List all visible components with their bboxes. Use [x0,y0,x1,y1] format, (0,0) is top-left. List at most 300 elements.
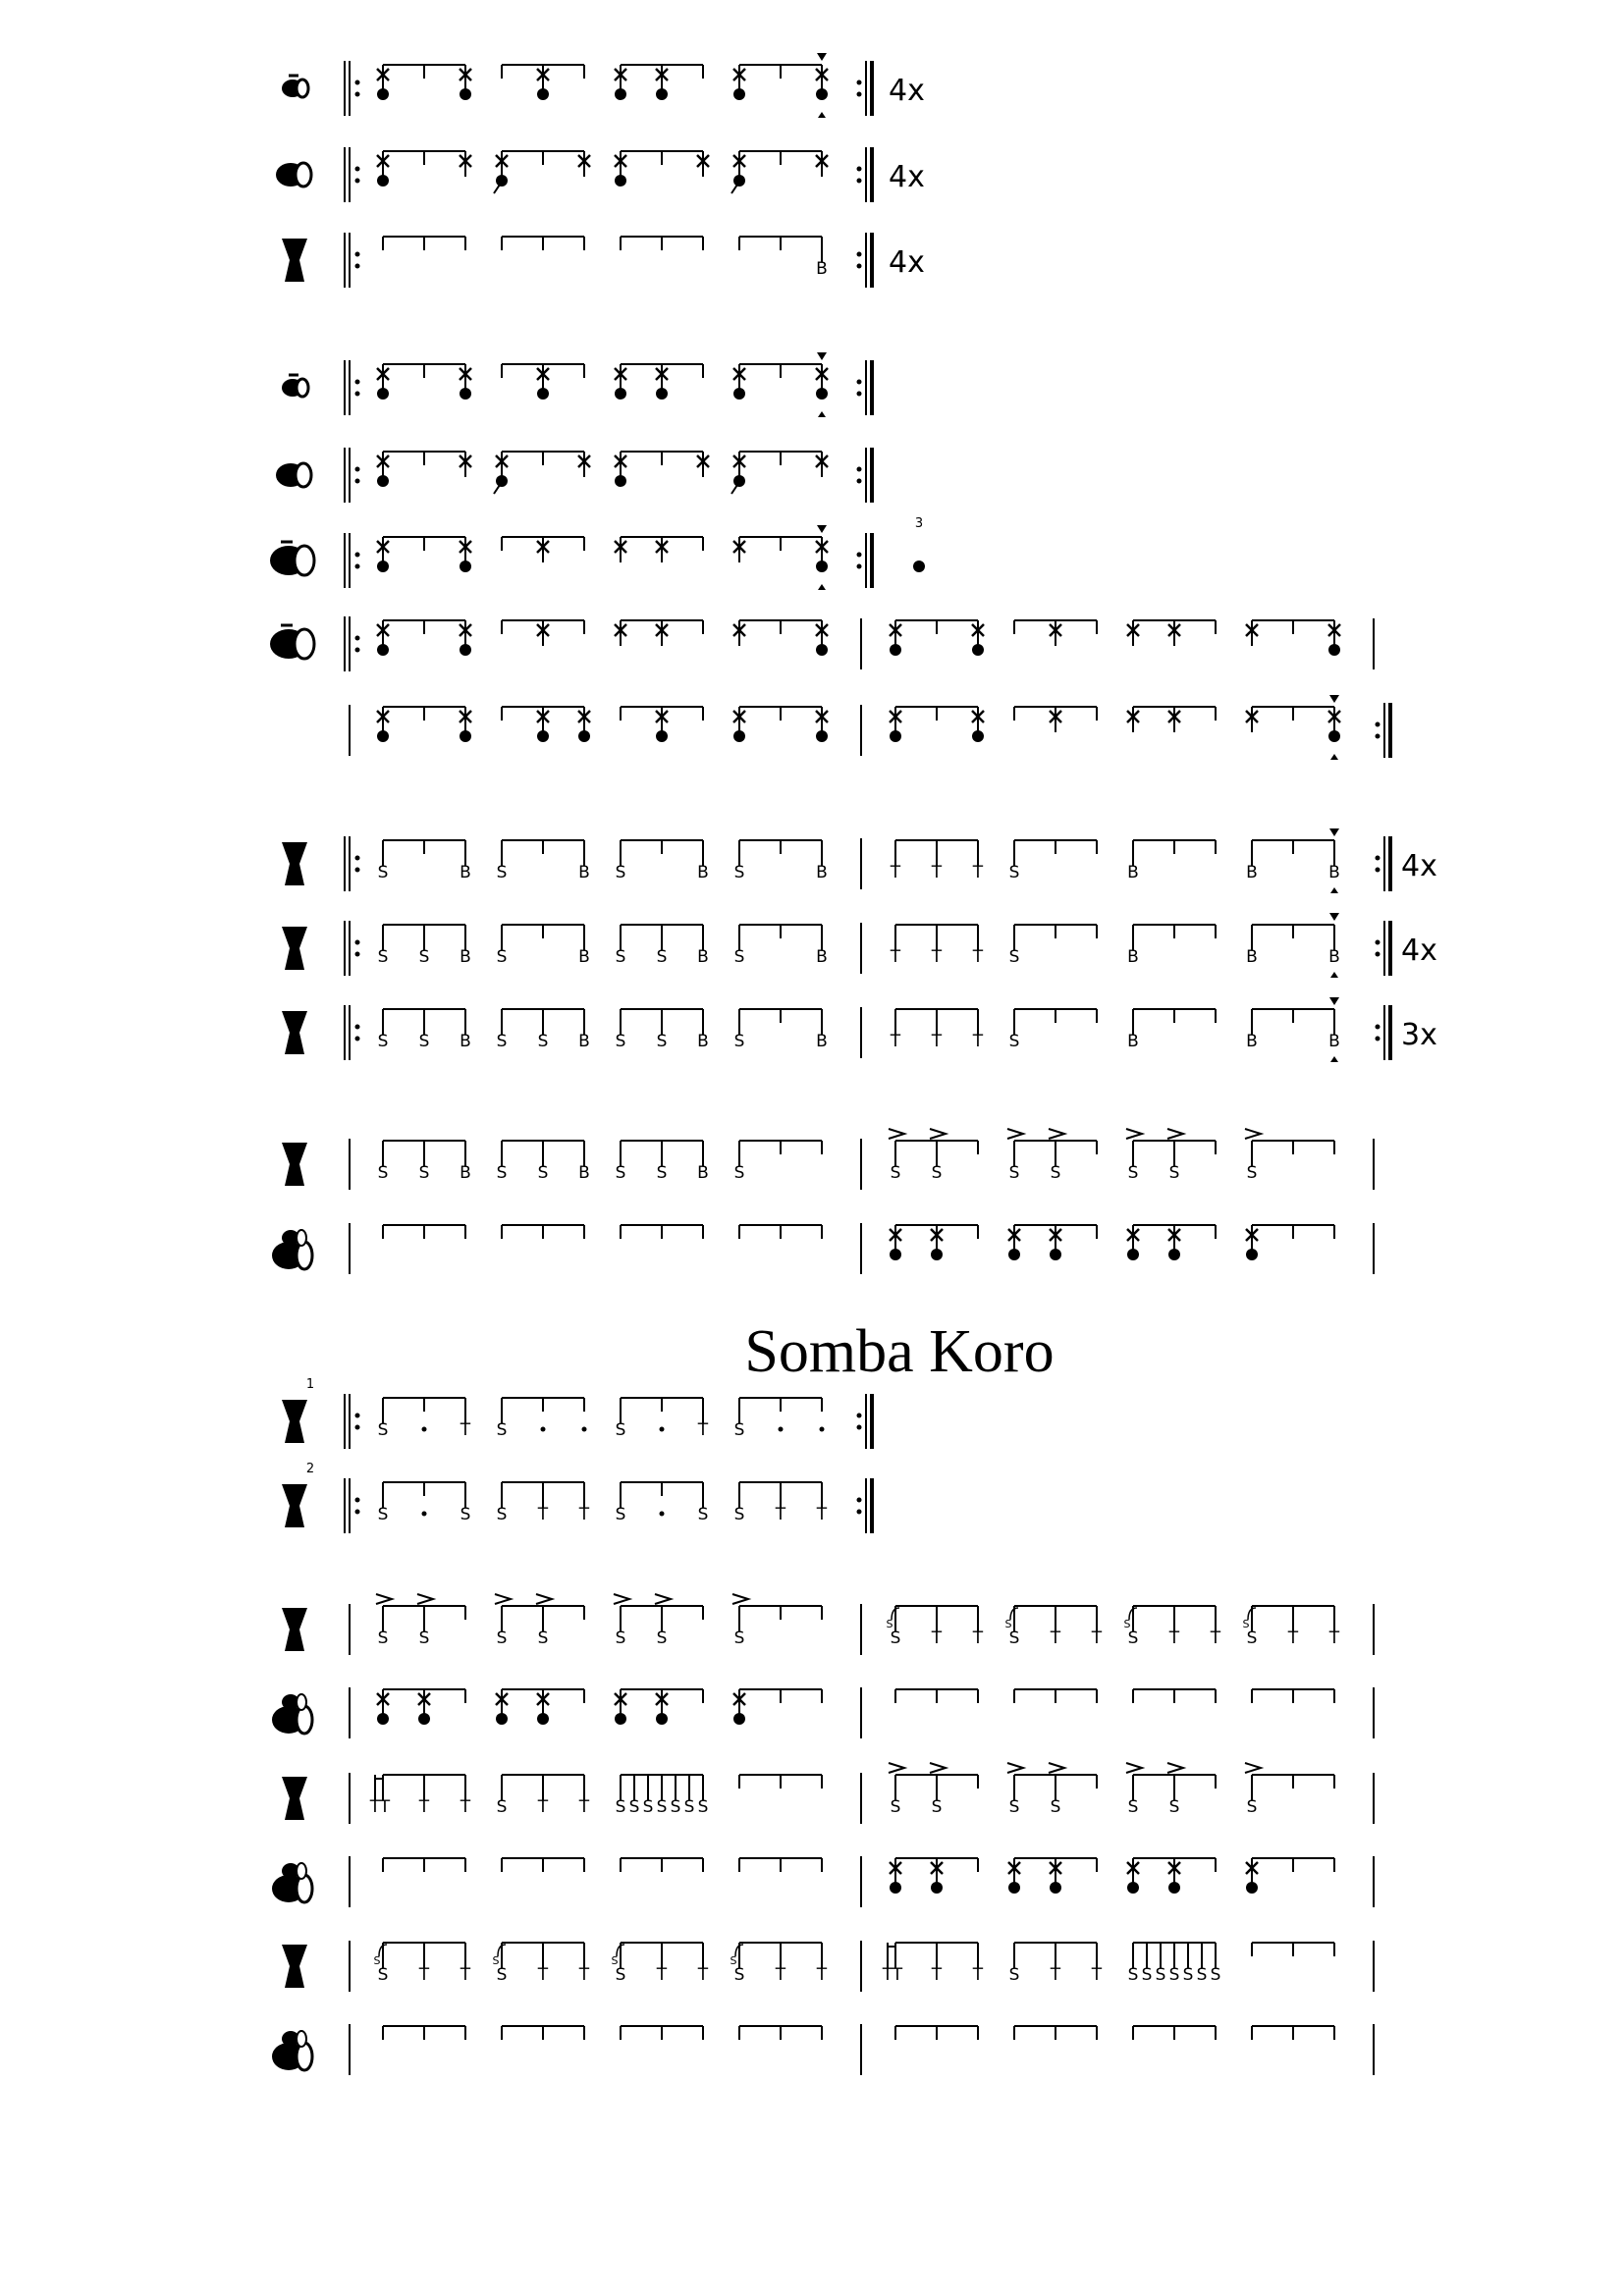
bell-dot [377,475,389,487]
repeat-dot [355,392,360,397]
slap-stroke-label: S [1008,1797,1020,1817]
slap-stroke-label: S [418,947,430,967]
slap-stroke-label: S [890,1629,901,1648]
bass-stroke-label: B [1246,863,1258,882]
djembe-icon [282,1484,307,1527]
bell-dot [377,175,389,187]
bell-dot [377,561,389,572]
accent-mark [930,1129,946,1139]
repeat-dot [355,252,360,257]
tone-stroke-label: T [578,1965,590,1985]
tone-stroke-label: T [931,1965,943,1985]
slap-stroke-label: S [377,1420,389,1440]
repeat-dot [355,564,360,569]
tone-stroke-label: T [775,1505,786,1524]
slap-stroke-label: S [496,1797,508,1817]
bell-dot [890,644,901,656]
tone-stroke-label: T [972,1629,984,1648]
slap-stroke-label: S [496,1420,508,1440]
slap-stroke-label: S [1246,1797,1258,1817]
bass-hook [731,485,737,494]
bass-stroke-label: B [578,1163,590,1183]
repeat-dot [355,80,360,85]
slap-stroke-label: S [496,1629,508,1648]
slap-stroke-label: S [642,1797,654,1817]
rest-dot [820,1427,825,1432]
bell-dot [816,561,828,572]
bell-dot [1008,1249,1020,1260]
flam-marker [818,112,826,118]
grace-slap-label: S [611,1954,619,1967]
tone-stroke-label: T [931,947,943,967]
bell-dot [496,1713,508,1725]
accent-mark [1245,1763,1261,1773]
slap-stroke-label: S [1127,1965,1139,1985]
slap-stroke-label: S [1168,1965,1180,1985]
bell-dot [1008,1882,1020,1894]
bass-stroke-label: B [1328,1032,1340,1051]
slap-stroke-label: S [1127,1797,1139,1817]
accent-mark [1007,1129,1023,1139]
flam-marker [1330,887,1338,893]
bell-dot [816,644,828,656]
repeat-dot [355,856,360,861]
slap-stroke-label: S [1210,1965,1221,1985]
bell-dot [733,475,745,487]
instrument-13 [282,1400,307,1443]
instrument-15 [282,1608,307,1651]
bass-stroke-label: B [697,1163,709,1183]
tone-stroke-label: T [1168,1629,1180,1648]
slap-stroke-label: S [615,1505,626,1524]
tone-stroke-label: T [931,1032,943,1051]
tone-stroke-label: T [418,1797,430,1817]
slap-stroke-label: S [460,1505,471,1524]
tone-stroke-label: T [972,1032,984,1051]
tone-stroke-label: T [890,947,901,967]
tone-stroke-label: T [816,1965,828,1985]
slap-stroke-label: S [656,1163,668,1183]
instrument-16 [272,1694,312,1734]
tone-stroke-label: T [460,1420,471,1440]
drum-head [297,1863,306,1879]
slap-stroke-label: S [656,1032,668,1051]
bell-dot [890,1882,901,1894]
bell-dot [733,730,745,742]
bass-stroke-label: B [1328,947,1340,967]
slap-stroke-label: S [656,1629,668,1648]
repeat-dot [857,1510,862,1515]
page-title: Somba Koro [744,1318,1055,1385]
tone-stroke-label: T [816,1505,828,1524]
tone-stroke-label: T [460,1797,471,1817]
bass-stroke-label: B [460,1032,471,1051]
repeat-dot [857,467,862,472]
slap-stroke-label: S [615,1420,626,1440]
repeat-dot [1376,1037,1380,1041]
tone-stroke-label: T [656,1965,668,1985]
repeat-dot [857,252,862,257]
accent-mark [930,1763,946,1773]
tone-stroke-label: T [578,1797,590,1817]
tone-stroke-label: T [890,1032,901,1051]
triplet-number: 3 [914,516,924,531]
repeat-dot [355,636,360,641]
bass-stroke-label: B [578,863,590,882]
instrument-5 [270,542,314,575]
accent-mark [495,1594,511,1604]
bass-stroke-label: B [697,1032,709,1051]
drum-head [297,1875,312,1902]
slap-stroke-label: S [733,1965,745,1985]
bass-hook [494,185,500,193]
repeat-dot [857,1498,862,1503]
bass-stroke-label: B [1127,1032,1139,1051]
bell-dot [1246,1882,1258,1894]
grace-slap-label: S [492,1954,500,1967]
flam-marker [1329,997,1339,1005]
rest-dot [422,1512,427,1517]
repeat-dot [857,1425,862,1430]
djembe-icon [282,1945,307,1988]
bass-stroke-label: B [816,1032,828,1051]
tone-stroke-label: T [882,1965,893,1985]
slap-stroke-label: S [615,1163,626,1183]
bass-stroke-label: B [578,947,590,967]
rest-dot [779,1427,784,1432]
tone-stroke-label: T [931,863,943,882]
djembe-icon [282,1011,307,1054]
accent-mark [1126,1129,1142,1139]
bell-dot [1050,1249,1061,1260]
bass-stroke-label: B [816,947,828,967]
variation-number: 2 [305,1462,315,1476]
accent-mark [1049,1763,1064,1773]
repeat-dot [857,553,862,558]
slap-stroke-label: S [537,1163,549,1183]
flam-marker [817,525,827,533]
slap-stroke-label: S [931,1797,943,1817]
bell-dot [377,644,389,656]
repeat-dot [355,179,360,184]
grace-slap-label: S [1242,1618,1250,1630]
instrument-9 [282,927,307,970]
slap-stroke-label: S [377,1163,389,1183]
slap-stroke-label: S [1008,863,1020,882]
bell-dot [890,730,901,742]
bell-dot [816,730,828,742]
instrument-17 [282,1777,307,1820]
instrument-0 [282,76,308,97]
bell-dot [1127,1249,1139,1260]
slap-stroke-label: S [377,947,389,967]
grace-slap-label: S [1123,1618,1131,1630]
tone-stroke-label: T [1050,1965,1061,1985]
slap-stroke-label: S [1050,1797,1061,1817]
slap-stroke-label: S [1196,1965,1208,1985]
bell-dot [1328,644,1340,656]
rest-dot [422,1427,427,1432]
rest-dot [660,1427,665,1432]
grace-slap-label: S [886,1618,893,1630]
drum-head [296,463,311,487]
slap-stroke-label: S [628,1797,640,1817]
bell-dot [460,561,471,572]
repeat-count-label: 4x [889,245,925,280]
repeat-dot [355,952,360,957]
djembe-icon [282,927,307,970]
slap-stroke-label: S [733,863,745,882]
bell-dot [972,730,984,742]
tone-stroke-label: T [379,1797,391,1817]
flam-marker [817,53,827,61]
slap-stroke-label: S [377,863,389,882]
repeat-dot [1376,868,1380,873]
variation-number: 1 [305,1377,315,1392]
slap-stroke-label: S [615,1629,626,1648]
slap-stroke-label: S [496,1163,508,1183]
pickup-dot [913,561,925,572]
bass-stroke-label: B [816,259,828,279]
bell-dot [1246,1249,1258,1260]
bell-dot [460,88,471,100]
bass-stroke-label: B [578,1032,590,1051]
repeat-dot [1376,722,1380,727]
slap-stroke-label: S [1008,947,1020,967]
instrument-18 [272,1863,312,1902]
slap-stroke-label: S [733,947,745,967]
slap-stroke-label: S [496,1032,508,1051]
slap-stroke-label: S [377,1965,389,1985]
accent-mark [1049,1129,1064,1139]
slap-stroke-label: S [496,1965,508,1985]
slap-stroke-label: S [890,1163,901,1183]
tone-stroke-label: T [1091,1629,1103,1648]
bell-dot [537,388,549,400]
bell-dot [537,88,549,100]
repeat-dot [857,167,862,172]
slap-stroke-label: S [615,1797,626,1817]
instrument-6 [270,625,314,659]
bell-dot [656,730,668,742]
drum-head [297,80,308,97]
repeat-count-label: 4x [889,74,925,108]
repeat-dot [857,264,862,269]
repeat-dot [355,868,360,873]
djembe-icon [282,842,307,885]
bell-dot [1127,1882,1139,1894]
slap-stroke-label: S [1127,1163,1139,1183]
bass-stroke-label: B [460,863,471,882]
accent-mark [732,1594,748,1604]
repeat-dot [355,1414,360,1418]
bass-stroke-label: B [1246,1032,1258,1051]
tone-stroke-label: T [369,1797,381,1817]
drum-head [297,1706,312,1734]
slap-stroke-label: S [496,863,508,882]
tone-stroke-label: T [1328,1629,1340,1648]
accent-mark [1126,1763,1142,1773]
bass-hook [731,185,737,193]
accent-mark [1007,1763,1023,1773]
repeat-dot [1376,940,1380,945]
instrument-20 [272,2031,312,2070]
slap-stroke-label: S [1008,1163,1020,1183]
bass-stroke-label: B [1127,863,1139,882]
bell-dot [418,1713,430,1725]
repeat-dot [857,479,862,484]
drum-head [297,379,308,397]
rest-dot [541,1427,546,1432]
slap-stroke-label: S [418,1629,430,1648]
repeat-dot [355,1037,360,1041]
bell-dot [615,475,626,487]
repeat-dot [355,1510,360,1515]
repeat-dot [857,392,862,397]
tone-stroke-label: T [418,1965,430,1985]
bell-dot [578,730,590,742]
bell-dot [460,388,471,400]
slap-stroke-label: S [733,1420,745,1440]
repeat-dot [355,479,360,484]
slap-stroke-label: S [537,1629,549,1648]
slap-stroke-label: S [418,1163,430,1183]
repeat-dot [355,1425,360,1430]
bell-dot [890,1249,901,1260]
accent-mark [1167,1763,1183,1773]
repeat-count-label: 4x [889,160,925,194]
bell-dot [615,388,626,400]
slap-stroke-label: S [615,1965,626,1985]
slap-stroke-label: S [656,1797,668,1817]
grace-slap-label: S [730,1954,737,1967]
flam-marker [817,352,827,360]
grace-slap-label: S [373,1954,381,1967]
slap-stroke-label: S [496,947,508,967]
repeat-dot [1376,734,1380,739]
drum-head [297,1694,306,1710]
bell-dot [972,644,984,656]
bell-dot [1168,1249,1180,1260]
rest-dot [582,1427,587,1432]
instrument-1 [276,163,311,187]
slap-stroke-label: S [1008,1965,1020,1985]
bell-dot [1168,1882,1180,1894]
instrument-2 [282,239,307,282]
drum-head [297,2031,306,2047]
flam-marker [1329,828,1339,836]
slap-stroke-label: S [537,1032,549,1051]
repeat-dot [1376,856,1380,861]
flam-marker [1329,913,1339,921]
bass-stroke-label: B [697,863,709,882]
repeat-dot [355,1498,360,1503]
slap-stroke-label: S [615,947,626,967]
slap-stroke-label: S [615,1032,626,1051]
bell-dot [377,730,389,742]
slap-stroke-label: S [1155,1965,1166,1985]
bell-dot [496,175,508,187]
bass-stroke-label: B [1328,863,1340,882]
repeat-dot [857,380,862,385]
drum-head [297,1230,306,1246]
slap-stroke-label: S [670,1797,681,1817]
repeat-dot [355,92,360,97]
bell-dot [656,88,668,100]
repeat-dot [355,380,360,385]
bell-dot [656,1713,668,1725]
accent-mark [614,1594,629,1604]
drum-head [295,546,314,575]
bass-stroke-label: B [460,1163,471,1183]
tone-stroke-label: T [1050,1629,1061,1648]
slap-stroke-label: S [377,1505,389,1524]
instrument-3 [282,375,308,397]
instrument-19 [282,1945,307,1988]
instrument-11 [282,1143,307,1186]
slap-stroke-label: S [377,1629,389,1648]
drum-head [296,163,311,187]
bell-dot [615,88,626,100]
tone-stroke-label: T [972,863,984,882]
accent-mark [889,1763,904,1773]
slap-stroke-label: S [733,1505,745,1524]
tone-stroke-label: T [892,1965,903,1985]
slap-stroke-label: S [890,1797,901,1817]
repeat-count-label: 4x [1401,934,1437,968]
drum-head [295,629,314,659]
tone-stroke-label: T [931,1629,943,1648]
instrument-10 [282,1011,307,1054]
bell-dot [816,88,828,100]
slap-stroke-label: S [1008,1629,1020,1648]
tone-stroke-label: T [1210,1629,1221,1648]
slap-stroke-label: S [377,1032,389,1051]
repeat-dot [355,940,360,945]
tone-stroke-label: T [697,1965,709,1985]
accent-mark [655,1594,671,1604]
bell-dot [733,1713,745,1725]
repeat-dot [355,648,360,653]
repeat-dot [857,179,862,184]
bass-stroke-label: B [1127,947,1139,967]
repeat-dot [857,1414,862,1418]
flam-marker [1329,695,1339,703]
slap-stroke-label: S [1182,1965,1194,1985]
slap-stroke-label: S [733,1163,745,1183]
flam-marker [1330,754,1338,760]
accent-mark [536,1594,552,1604]
bell-dot [733,388,745,400]
slap-stroke-label: S [1050,1163,1061,1183]
tone-stroke-label: T [578,1505,590,1524]
bell-dot [377,388,389,400]
bell-dot [377,88,389,100]
grace-slap-label: S [1004,1618,1012,1630]
accent-mark [1245,1129,1261,1139]
slap-stroke-label: S [1246,1163,1258,1183]
slap-stroke-label: S [1141,1965,1153,1985]
slap-stroke-label: S [615,863,626,882]
djembe-icon [282,1143,307,1186]
drum-head [297,1242,312,1269]
slap-stroke-label: S [697,1505,709,1524]
rest-dot [660,1512,665,1517]
repeat-count-label: 3x [1401,1018,1437,1052]
tone-stroke-label: T [697,1420,709,1440]
bell-dot [1050,1882,1061,1894]
tone-stroke-label: T [1287,1629,1299,1648]
